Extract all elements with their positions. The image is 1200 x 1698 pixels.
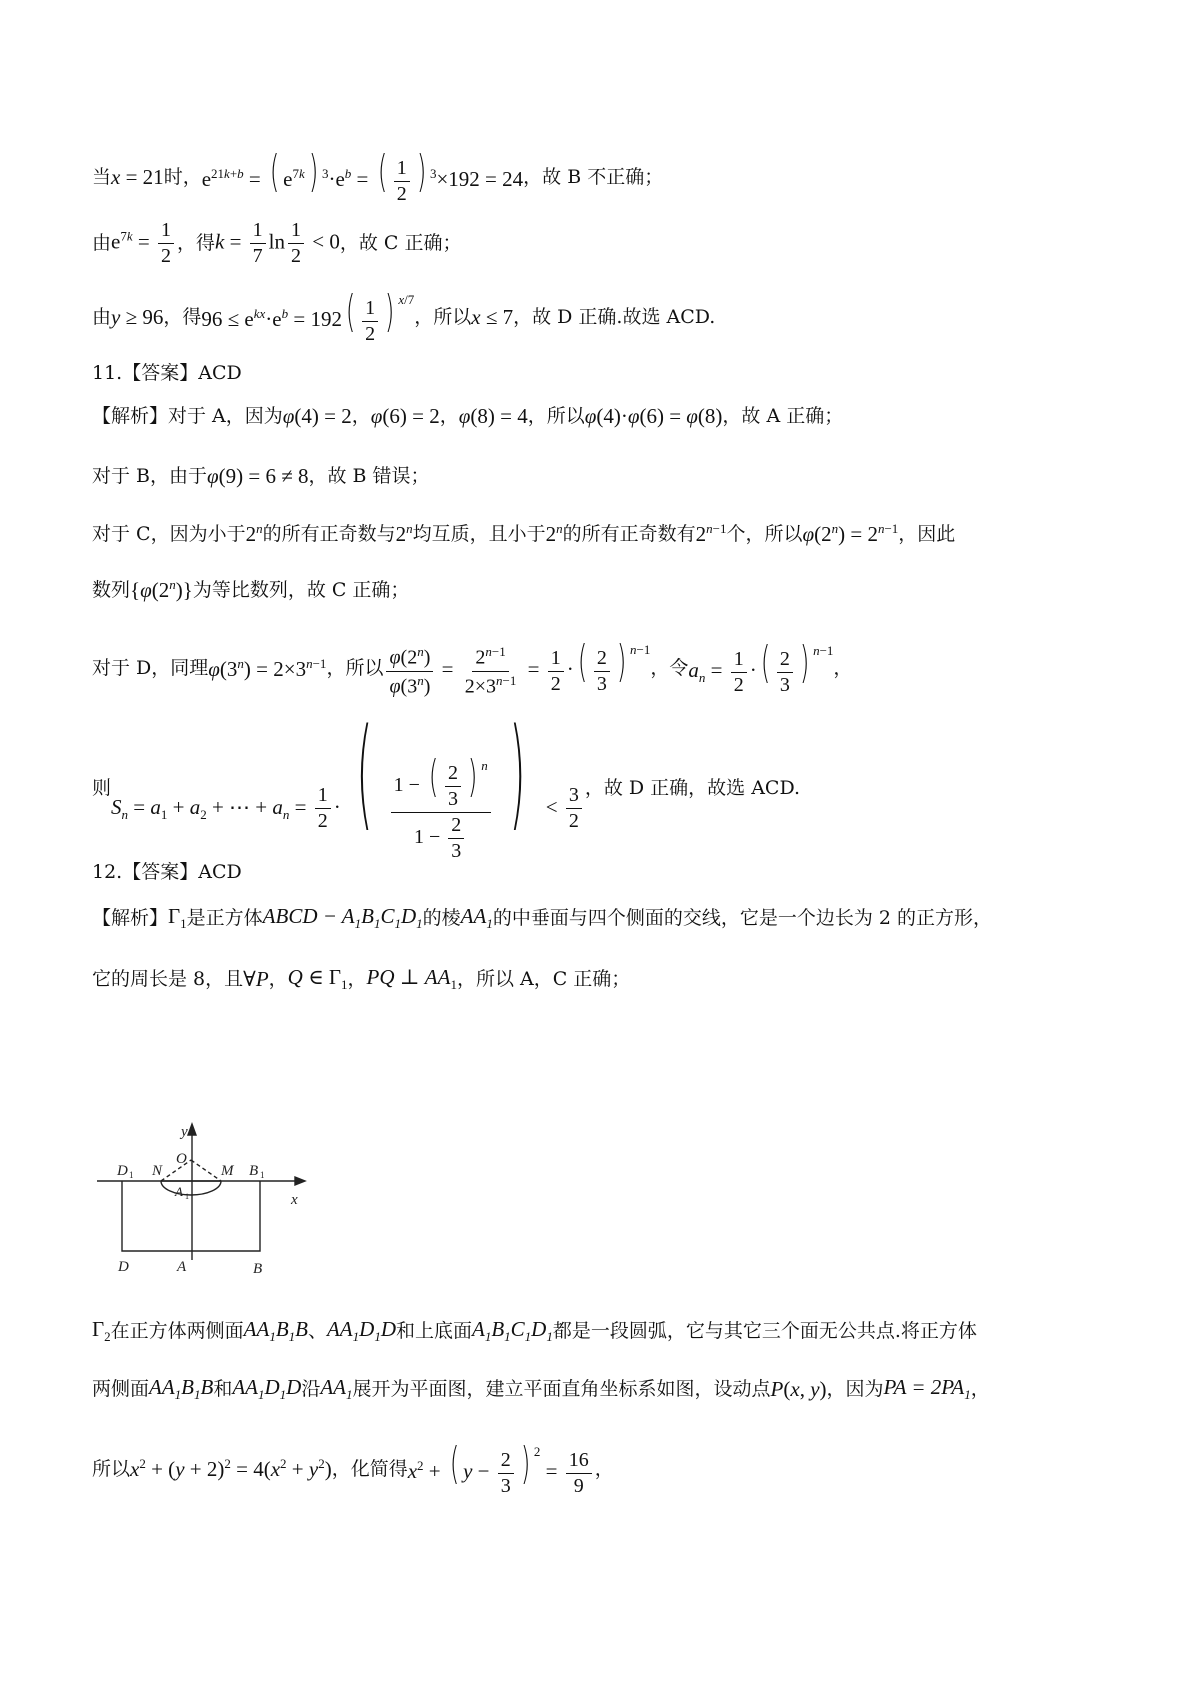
label-B1: B: [249, 1163, 259, 1179]
formula: $AA_1B_1B$: [149, 1375, 214, 1403]
text: 所以: [92, 1457, 131, 1480]
label-A1: A: [175, 1184, 183, 1199]
text: 的中垂面与四个侧面的交线，它是一个边长为 2 的正方形，: [492, 906, 992, 929]
text: 由: [92, 305, 112, 328]
formula: $96 \le e^{kx}\cdot e^b = 192$( $\frac{1}{2}$ ) $^{x/7}$: [201, 286, 415, 345]
q11-line-c: [92, 522, 1140, 546]
text: 为等比数列，故 C 正确；: [192, 578, 410, 601]
formula: ABCD − $A_1B_1C_1D_1$: [262, 904, 423, 932]
text: ，所以: [326, 657, 384, 680]
formula: φ(4) = 2: [282, 404, 352, 428]
x-axis-arrow: [295, 1177, 305, 1185]
formula: $AA_1$: [320, 1375, 353, 1403]
text: ，故 A 正确；: [722, 405, 844, 428]
formula: k = $\frac{1}{7}$ ln $\frac{1}{2}$ < 0: [214, 219, 340, 267]
formula: $x^2$ + ( y − $\frac{2}{3}$ ) $^2$ = $\frac{16}{9}$: [408, 1442, 595, 1497]
text: ，得: [163, 305, 202, 328]
q12-heading: [92, 862, 1140, 883]
formula: x = 21: [111, 164, 164, 189]
formula: x ≤ 7: [471, 304, 514, 329]
arc-curve: [161, 1181, 221, 1195]
text: 它的周长是 8，且: [92, 967, 244, 990]
text: ，故 D 正确.故选 ACD.: [513, 305, 716, 328]
text: 对于 C，因为小于: [92, 522, 246, 545]
formula: φ(8) = 4: [458, 404, 528, 428]
text: 由: [92, 232, 112, 255]
line-1: [92, 146, 1140, 205]
label-D1-sub: 1: [129, 1170, 134, 1180]
text: ，: [351, 405, 371, 428]
line-2: [92, 220, 1140, 267]
q11-line-d: [92, 636, 1140, 698]
formula: $\varphi(2^n) = 2^{n-1}$: [802, 521, 899, 546]
formula: $\Gamma_1$: [168, 904, 187, 932]
label-D1: D: [117, 1163, 128, 1179]
text: 的所有正奇数有: [562, 522, 696, 545]
q12-line-c: [92, 1318, 1140, 1344]
formula: φ(9) = 6 ≠ 8: [207, 464, 309, 488]
dashed-OM: [191, 1160, 221, 1181]
text: 均互质，且小于: [412, 522, 546, 545]
formula: $AA_1$: [460, 904, 493, 932]
formula: $S_n = a_1 + a_2$ + ⋯ + $a_n$ = $\frac{1}{2}$ · ( 1 − ( $\frac{2}{3}$ ) $^n$ 1 − $\frac{2}{3}$ ) < $\frac{3}{2}$: [111, 714, 585, 863]
label-B: B: [253, 1261, 263, 1277]
unfolded-square: [122, 1181, 260, 1251]
formula: PA = $2PA_1$: [883, 1375, 971, 1403]
text: 的棱: [422, 906, 461, 929]
text: 都是一段圆弧，它与其它三个面无公共点.将正方体: [552, 1319, 977, 1342]
text: ，因为: [826, 1377, 884, 1400]
text: 和上底面: [395, 1319, 472, 1342]
formula: $AA_1D_1D$: [326, 1317, 396, 1345]
formula: $\Gamma_2$: [92, 1317, 111, 1345]
text: ，所以: [414, 305, 472, 328]
text: 当: [92, 165, 112, 188]
text: ，: [970, 1377, 990, 1400]
formula: PQ ⊥ $AA_1$: [366, 965, 457, 993]
text: ，: [268, 967, 288, 990]
q11-heading: [92, 363, 1140, 384]
text: 则: [92, 776, 112, 799]
label-B1-sub: 1: [260, 1170, 265, 1180]
text: 时，: [163, 165, 202, 188]
formula: $AA_1D_1D$: [232, 1375, 302, 1403]
text: 【解析】: [92, 906, 169, 929]
formula: $A_1B_1C_1D_1$: [472, 1317, 553, 1345]
formula: 2$^n$: [395, 521, 413, 546]
text: ，所以: [527, 405, 585, 428]
formula: φ(6) = 2: [370, 404, 440, 428]
text: 的所有正奇数与: [262, 522, 396, 545]
text: 和: [213, 1377, 233, 1400]
formula: Q ∈ $\Gamma_1$: [287, 965, 348, 993]
text: 【解析】对于 A，因为: [92, 405, 283, 428]
text: 个，所以: [726, 522, 803, 545]
text: 沿: [301, 1377, 321, 1400]
formula: $AA_1B_1B$: [243, 1317, 308, 1345]
text: ，: [439, 405, 459, 428]
formula: $\frac{\varphi(2^n)}{\varphi(3^n)}$ = $\frac{2^{n-1}}{2\times 3^{n-1}}$ = $\frac{1}{2}$ ·( $\frac{2}{3}$ ) $^{n-1}$: [383, 640, 650, 697]
text: 是正方体: [186, 906, 263, 929]
q11-line-a: [92, 405, 1140, 428]
text: 展开为平面图，建立平面直角坐标系如图，设动点: [352, 1377, 771, 1400]
label-A1-sub: 1: [185, 1192, 189, 1201]
text: ，故 B 不正确；: [523, 165, 664, 188]
formula: 2$^n$: [545, 521, 563, 546]
text: ，故 B 错误；: [308, 465, 430, 488]
text: ，化简得: [331, 1457, 408, 1480]
label-x: x: [291, 1192, 298, 1208]
unfolded-faces-diagram: [95, 1118, 335, 1283]
formula: P(x, y): [770, 1376, 827, 1401]
formula: $\varphi(3^n) = 2\times 3^{n-1}$: [208, 655, 327, 681]
text: 对于 B，由于: [92, 465, 208, 488]
label-M: M: [221, 1163, 234, 1179]
q11-line-e: [92, 703, 1140, 863]
formula: $e^{21k+b}$ = ( $e^{7k}$) $^3\cdot e^b$ = ( $\frac{1}{2}$ ) $^3$×192 = 24: [201, 146, 524, 205]
text: 数列: [92, 578, 131, 601]
q11-line-b: [92, 465, 1140, 488]
text: ，得: [176, 232, 215, 255]
formula: $x^2 + (y + 2)^2 = 4(x^2 + y^2)$: [130, 1456, 332, 1482]
text: ，: [594, 1457, 614, 1480]
text: ，故 D 正确，故选 ACD.: [584, 776, 801, 799]
text: ，令: [650, 657, 689, 680]
q12-line-a: [92, 905, 1140, 931]
text: ，: [347, 967, 367, 990]
text: ，: [833, 657, 853, 680]
formula: {φ(2$^n$)}: [130, 577, 193, 602]
label-y: y: [181, 1124, 188, 1140]
q11-line-c2: [92, 578, 1140, 602]
text: 对于 D，同理: [92, 657, 209, 680]
formula: $a_n$ = $\frac{1}{2}$ ·( $\frac{2}{3}$ ) $^{n-1}$: [688, 637, 834, 697]
formula: $2^{n-1}$: [695, 521, 727, 546]
label-O: O: [176, 1151, 187, 1167]
text: ，因此: [898, 522, 956, 545]
line-3: [92, 286, 1140, 345]
text: ，所以 A，C 正确；: [456, 967, 631, 990]
formula: $e^{7k}$ = $\frac{1}{2}$: [111, 220, 177, 267]
label-A: A: [177, 1259, 187, 1275]
text: ，故 C 正确；: [339, 232, 462, 255]
formula: 2$^n$: [245, 521, 263, 546]
q12-line-b: [92, 966, 1140, 992]
formula: y ≥ 96: [111, 304, 164, 329]
formula: ∀P: [243, 966, 269, 991]
label-D: D: [118, 1259, 129, 1275]
q12-line-d: [92, 1376, 1140, 1402]
text: 在正方体两侧面: [110, 1319, 244, 1342]
formula: φ(4)·φ(6) = φ(8): [584, 404, 723, 428]
y-axis-arrow: [188, 1124, 196, 1135]
text: 、: [307, 1319, 327, 1342]
text: 11.【答案】ACD: [92, 362, 242, 384]
label-N: N: [152, 1163, 163, 1179]
text: 两侧面: [92, 1377, 150, 1400]
q12-line-e: [92, 1438, 1140, 1497]
text: 12.【答案】ACD: [92, 861, 242, 883]
